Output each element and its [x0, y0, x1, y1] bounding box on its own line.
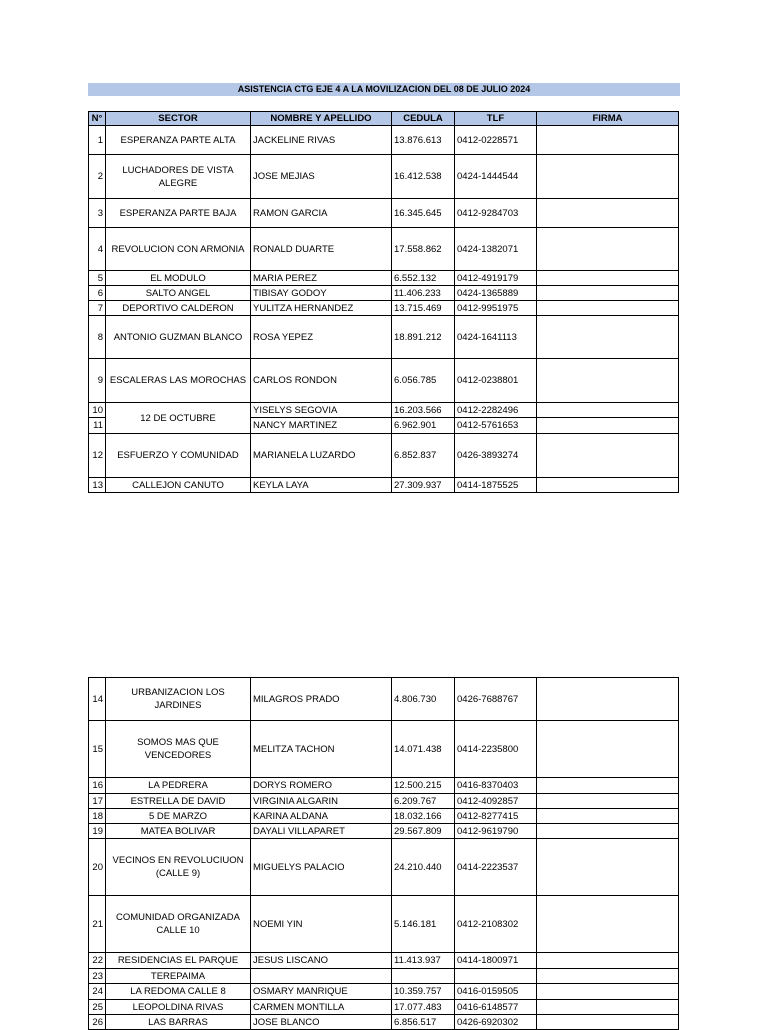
cell-sector: SALTO ANGEL [106, 286, 251, 301]
cell-firma[interactable] [537, 418, 679, 434]
cell-no: 25 [89, 1000, 106, 1015]
cell-name: YISELYS SEGOVIA [251, 403, 392, 418]
cell-cedula: 17.077.483 [392, 1000, 455, 1015]
cell-sector: DEPORTIVO CALDERON [106, 301, 251, 316]
table-row [89, 794, 679, 809]
cell-tlf: 0426-6920302 [455, 1015, 537, 1030]
header-name: NOMBRE Y APELLIDO [251, 112, 392, 126]
table-row [89, 721, 679, 778]
cell-tlf: 0412-9284703 [455, 199, 537, 228]
cell-firma[interactable] [537, 809, 679, 824]
cell-name: MARIA PEREZ [251, 271, 392, 286]
cell-firma[interactable] [537, 316, 679, 359]
cell-cedula: 14.071.438 [392, 721, 455, 778]
table-row [89, 199, 679, 228]
cell-firma[interactable] [537, 953, 679, 969]
cell-no: 4 [89, 228, 106, 271]
cell-tlf: 0412-4092857 [455, 794, 537, 809]
cell-firma[interactable] [537, 896, 679, 953]
cell-cedula: 11.406.233 [392, 286, 455, 301]
cell-sector: 12 DE OCTUBRE [106, 403, 251, 434]
table-row [89, 434, 679, 478]
cell-sector: LEOPOLDINA RIVAS [106, 1000, 251, 1015]
table-row [89, 1015, 679, 1030]
cell-tlf: 0412-9619790 [455, 824, 537, 839]
cell-name: ROSA YEPEZ [251, 316, 392, 359]
cell-firma[interactable] [537, 271, 679, 286]
table-row [89, 271, 679, 286]
cell-firma[interactable] [537, 969, 679, 984]
cell-tlf: 0416-6148577 [455, 1000, 537, 1015]
cell-no: 5 [89, 271, 106, 286]
cell-sector: TEREPAIMA [106, 969, 251, 984]
cell-no: 21 [89, 896, 106, 953]
cell-tlf: 0414-2235800 [455, 721, 537, 778]
cell-sector: LA REDOMA CALLE 8 [106, 984, 251, 1000]
cell-sector: ESTRELLA DE DAVID [106, 794, 251, 809]
cell-firma[interactable] [537, 984, 679, 1000]
cell-sector: COMUNIDAD ORGANIZADA CALLE 10 [106, 896, 251, 953]
table-row [89, 286, 679, 301]
cell-cedula: 6.856.517 [392, 1015, 455, 1030]
cell-cedula: 12.500.215 [392, 778, 455, 794]
table-row [89, 155, 679, 199]
cell-firma[interactable] [537, 403, 679, 418]
cell-no: 9 [89, 359, 106, 403]
cell-firma[interactable] [537, 824, 679, 839]
header-sector: SECTOR [106, 112, 251, 126]
cell-sector: SOMOS MAS QUE VENCEDORES [106, 721, 251, 778]
cell-tlf: 0416-0159505 [455, 984, 537, 1000]
cell-firma[interactable] [537, 478, 679, 493]
cell-no: 13 [89, 478, 106, 493]
cell-cedula [392, 969, 455, 984]
cell-tlf: 0412-4919179 [455, 271, 537, 286]
cell-tlf: 0414-2223537 [455, 839, 537, 896]
cell-firma[interactable] [537, 678, 679, 721]
attendance-table-top [88, 111, 679, 493]
cell-cedula: 6.552.132 [392, 271, 455, 286]
cell-cedula: 17.558.862 [392, 228, 455, 271]
cell-cedula: 5.146.181 [392, 896, 455, 953]
cell-name: MIGUELYS PALACIO [251, 839, 392, 896]
cell-sector: CALLEJON CANUTO [106, 478, 251, 493]
cell-firma[interactable] [537, 1015, 679, 1030]
cell-name: JACKELINE RIVAS [251, 126, 392, 155]
cell-no: 3 [89, 199, 106, 228]
cell-firma[interactable] [537, 359, 679, 403]
header-tlf: TLF [455, 112, 537, 126]
cell-sector: EL MODULO [106, 271, 251, 286]
cell-sector: ESPERANZA PARTE BAJA [106, 199, 251, 228]
cell-cedula: 13.876.613 [392, 126, 455, 155]
cell-tlf: 0426-7688767 [455, 678, 537, 721]
cell-no: 26 [89, 1015, 106, 1030]
cell-cedula: 11.413.937 [392, 953, 455, 969]
cell-firma[interactable] [537, 301, 679, 316]
cell-name: MARIANELA LUZARDO [251, 434, 392, 478]
cell-no: 6 [89, 286, 106, 301]
table-row [89, 359, 679, 403]
cell-no: 16 [89, 778, 106, 794]
cell-no: 22 [89, 953, 106, 969]
cell-no: 7 [89, 301, 106, 316]
table-row [89, 824, 679, 839]
cell-name: JOSE MEJIAS [251, 155, 392, 199]
cell-cedula: 10.359.757 [392, 984, 455, 1000]
table-row [89, 678, 679, 721]
table-row [89, 301, 679, 316]
table-row [89, 478, 679, 493]
cell-name: NANCY MARTINEZ [251, 418, 392, 434]
cell-sector: 5 DE MARZO [106, 809, 251, 824]
cell-name: JESUS LISCANO [251, 953, 392, 969]
cell-firma[interactable] [537, 199, 679, 228]
cell-sector: ESPERANZA PARTE ALTA [106, 126, 251, 155]
cell-sector: MATEA BOLIVAR [106, 824, 251, 839]
cell-cedula: 4.806.730 [392, 678, 455, 721]
cell-cedula: 6.962.901 [392, 418, 455, 434]
cell-tlf: 0424-1444544 [455, 155, 537, 199]
cell-tlf: 0412-9951975 [455, 301, 537, 316]
cell-sector: LAS BARRAS [106, 1015, 251, 1030]
table-row [89, 984, 679, 1000]
cell-name: KARINA ALDANA [251, 809, 392, 824]
cell-sector: ESFUERZO Y COMUNIDAD [106, 434, 251, 478]
attendance-table-bottom [88, 677, 679, 1030]
cell-name: DORYS ROMERO [251, 778, 392, 794]
cell-tlf: 0424-1382071 [455, 228, 537, 271]
cell-tlf: 0412-0238801 [455, 359, 537, 403]
table-row [89, 1000, 679, 1015]
cell-sector: LA PEDRERA [106, 778, 251, 794]
cell-firma[interactable] [537, 839, 679, 896]
cell-cedula: 6.056.785 [392, 359, 455, 403]
cell-sector: VECINOS EN REVOLUCIUON (CALLE 9) [106, 839, 251, 896]
cell-no: 14 [89, 678, 106, 721]
cell-tlf: 0424-1641113 [455, 316, 537, 359]
cell-cedula: 6.209.767 [392, 794, 455, 809]
cell-tlf: 0426-3893274 [455, 434, 537, 478]
document-title: ASISTENCIA CTG EJE 4 A LA MOVILIZACION DEL 08 DE JULIO 2024 [88, 83, 680, 96]
cell-no: 10 [89, 403, 106, 418]
cell-sector: ESCALERAS LAS MOROCHAS [106, 359, 251, 403]
cell-no: 12 [89, 434, 106, 478]
cell-tlf: 0414-1800971 [455, 953, 537, 969]
cell-firma[interactable] [537, 794, 679, 809]
table-row [89, 839, 679, 896]
cell-firma[interactable] [537, 155, 679, 199]
cell-name: CARLOS RONDON [251, 359, 392, 403]
table-row [89, 126, 679, 155]
cell-cedula: 16.203.566 [392, 403, 455, 418]
cell-no: 11 [89, 418, 106, 434]
cell-tlf: 0416-8370403 [455, 778, 537, 794]
cell-no: 8 [89, 316, 106, 359]
cell-name: VIRGINIA ALGARIN [251, 794, 392, 809]
cell-no: 1 [89, 126, 106, 155]
header-row [89, 112, 679, 126]
cell-name: YULITZA HERNANDEZ [251, 301, 392, 316]
cell-no: 23 [89, 969, 106, 984]
cell-name: MELITZA TACHON [251, 721, 392, 778]
cell-sector: RESIDENCIAS EL PARQUE [106, 953, 251, 969]
header-cedula: CEDULA [392, 112, 455, 126]
cell-name: JOSE BLANCO [251, 1015, 392, 1030]
cell-cedula: 18.891.212 [392, 316, 455, 359]
cell-firma[interactable] [537, 228, 679, 271]
cell-cedula: 16.345.645 [392, 199, 455, 228]
cell-tlf: 0412-2282496 [455, 403, 537, 418]
cell-tlf: 0412-5761653 [455, 418, 537, 434]
table-row [89, 228, 679, 271]
cell-firma[interactable] [537, 1000, 679, 1015]
table-row [89, 896, 679, 953]
cell-firma[interactable] [537, 434, 679, 478]
cell-sector: ANTONIO GUZMAN BLANCO [106, 316, 251, 359]
cell-sector: LUCHADORES DE VISTA ALEGRE [106, 155, 251, 199]
cell-cedula: 24.210.440 [392, 839, 455, 896]
cell-cedula: 18.032.166 [392, 809, 455, 824]
cell-cedula: 6.852.837 [392, 434, 455, 478]
table-row [89, 778, 679, 794]
cell-tlf: 0412-2108302 [455, 896, 537, 953]
cell-cedula: 16.412.538 [392, 155, 455, 199]
cell-firma[interactable] [537, 126, 679, 155]
cell-sector: URBANIZACION LOS JARDINES [106, 678, 251, 721]
cell-name: RONALD DUARTE [251, 228, 392, 271]
cell-cedula: 13.715.469 [392, 301, 455, 316]
cell-name: MILAGROS PRADO [251, 678, 392, 721]
cell-no: 24 [89, 984, 106, 1000]
table-row [89, 969, 679, 984]
cell-tlf: 0424-1365889 [455, 286, 537, 301]
cell-no: 20 [89, 839, 106, 896]
cell-name: TIBISAY GODOY [251, 286, 392, 301]
cell-cedula: 27.309.937 [392, 478, 455, 493]
cell-cedula: 29.567.809 [392, 824, 455, 839]
cell-tlf [455, 969, 537, 984]
table-row [89, 403, 679, 418]
cell-name: OSMARY MANRIQUE [251, 984, 392, 1000]
header-no: N° [89, 112, 106, 126]
cell-name: NOEMI YIN [251, 896, 392, 953]
cell-name: CARMEN MONTILLA [251, 1000, 392, 1015]
table-row [89, 316, 679, 359]
cell-firma[interactable] [537, 721, 679, 778]
cell-no: 2 [89, 155, 106, 199]
cell-firma[interactable] [537, 778, 679, 794]
cell-tlf: 0414-1875525 [455, 478, 537, 493]
cell-no: 19 [89, 824, 106, 839]
cell-tlf: 0412-8277415 [455, 809, 537, 824]
cell-name: KEYLA LAYA [251, 478, 392, 493]
table-row [89, 953, 679, 969]
cell-no: 17 [89, 794, 106, 809]
cell-name: RAMON GARCIA [251, 199, 392, 228]
table-row [89, 809, 679, 824]
cell-no: 18 [89, 809, 106, 824]
cell-tlf: 0412-0228571 [455, 126, 537, 155]
cell-name: DAYALI VILLAPARET [251, 824, 392, 839]
header-firma: FIRMA [537, 112, 679, 126]
cell-no: 15 [89, 721, 106, 778]
cell-name [251, 969, 392, 984]
cell-sector: REVOLUCION CON ARMONIA [106, 228, 251, 271]
cell-firma[interactable] [537, 286, 679, 301]
